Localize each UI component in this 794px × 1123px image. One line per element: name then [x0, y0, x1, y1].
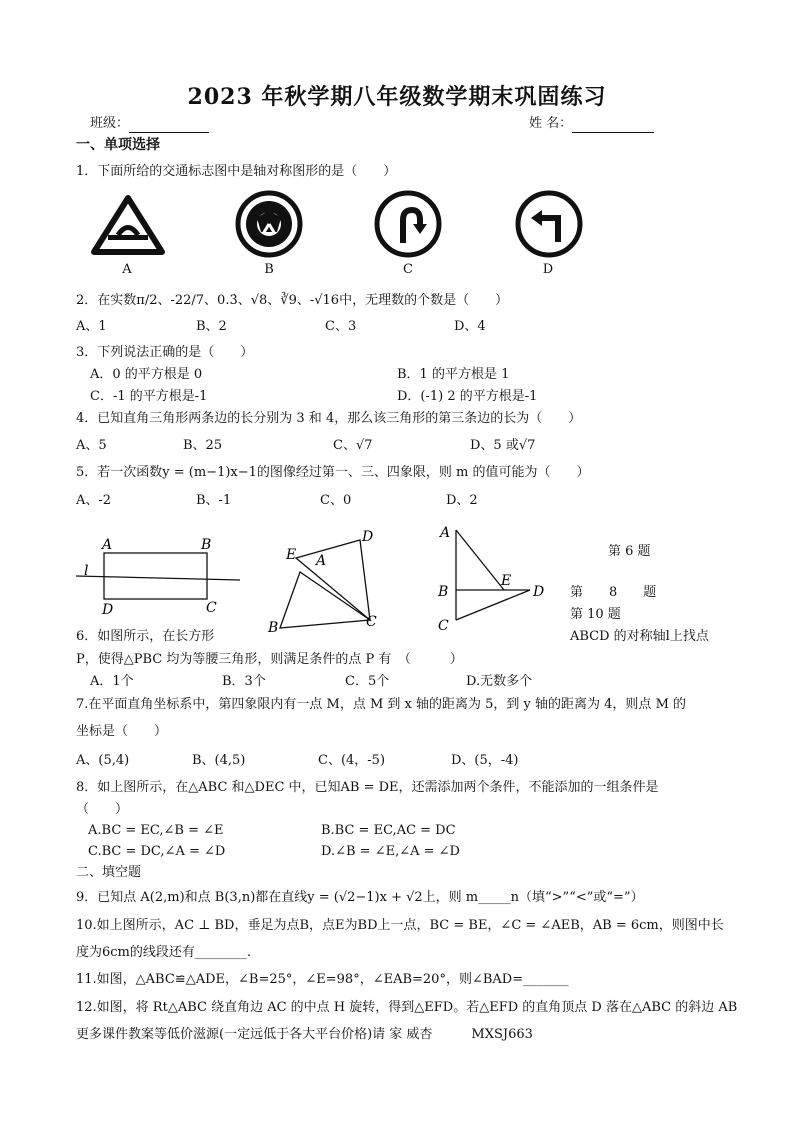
q2-lead: 2．在实数: [76, 293, 137, 308]
q2-numbers: π/2、-22/7、0.3̇、√8、∛9、-√16: [136, 293, 340, 308]
right-label-e: E: [501, 573, 512, 589]
rect-label-a: A: [102, 537, 113, 553]
q6-option-c: C．5个: [345, 674, 390, 689]
q7-line1: 7.在平面直角坐标系中，第四象限内有一点 M，点 M 到 x 轴的距离为 5，到 y 轴的距离为 4，则点 M 的: [76, 697, 687, 712]
tri-label-a: A: [316, 553, 327, 569]
q5-text: 5．若一次函数y = (m−1)x−1的图像经过第一、三、四象限，则 m 的值可能为（ ）: [76, 465, 590, 480]
symmetry-axis-l: [76, 576, 240, 580]
triangle-abc: [280, 572, 370, 628]
q8-option-b: B.BC = EC,AC = DC: [321, 823, 456, 838]
section-single-choice: 一、单项选择: [76, 137, 160, 153]
fig8-label: 第 8 题: [570, 585, 657, 600]
rectangle-abcd: [104, 553, 207, 599]
class-label: 班级：: [90, 116, 130, 131]
right-label-c: C: [438, 618, 449, 634]
sign-a-icon: [88, 190, 168, 260]
name-label: 姓 名：: [529, 116, 573, 131]
q5-option-c: C、0: [320, 493, 352, 508]
tri-label-b: B: [268, 620, 279, 636]
right-label-a: A: [440, 525, 451, 541]
sign-c-icon: [372, 188, 444, 260]
q2-tail: 中，无理数的个数是（ ）: [339, 293, 509, 308]
tri-label-c: C: [366, 614, 377, 630]
q3-option-c: C．-1 的平方根是-1: [90, 389, 208, 404]
fig6-label: 第 6 题: [608, 544, 651, 559]
sign-b-caption: B: [264, 262, 274, 277]
segment-ae: [456, 530, 504, 590]
q2-option-a: A、1: [76, 319, 107, 334]
q6-line2: P，使得△PBC 均为等腰三角形，则满足条件的点 P 有 （ ）: [76, 652, 463, 667]
q7-option-a: A、(5,4): [76, 753, 130, 768]
tri-label-d: D: [362, 529, 374, 545]
q4-option-b: B、25: [183, 438, 223, 453]
q5-option-a: A、-2: [76, 493, 112, 508]
q8-line1: 8．如上图所示，在△ABC 和△DEC 中，已知AB = DE，还需添加两个条件，不能添加的一组条件是: [76, 780, 659, 795]
rect-label-b: B: [201, 537, 212, 553]
rect-label-d: D: [102, 602, 114, 618]
q2-option-c: C、3: [325, 319, 357, 334]
q9-text: 9．已知点 A(2,m)和点 B(3,n)都在直线y = (√2−1)x + √2上，则 m_____n（填“>”“<”或“=”）: [76, 890, 644, 905]
segment-cd: [456, 590, 530, 620]
q7-line2: 坐标是（ ）: [76, 724, 168, 739]
q6-line1-start: 6．如图所示，在长方形: [76, 629, 215, 644]
sign-c-caption: C: [403, 262, 413, 277]
sign-d-icon: [513, 188, 585, 260]
q10-line1: 10.如上图所示，AC ⊥ BD，垂足为点B，点E为BD上一点，BC = BE，∠C = ∠AEB，AB = 6cm，则图中长: [76, 918, 724, 933]
tri-label-e: E: [286, 547, 297, 563]
name-field: [529, 115, 654, 133]
q10-line2: 度为6cm的线段还有________.: [76, 945, 252, 960]
class-blank: [129, 118, 209, 133]
q8-option-d: D.∠B = ∠E,∠A = ∠D: [321, 844, 460, 859]
q2-option-d: D、4: [454, 319, 486, 334]
q1-text: 1．下面所给的交通标志图中是轴对称图形的是（ ）: [76, 164, 397, 179]
q11-text: 11.如图，△ABC≌△ADE，∠B=25°，∠E=98°，∠EAB=20°，则∠BAD=_______: [76, 972, 569, 987]
q6-line1-end: ABCD 的对称轴l上找点: [570, 629, 709, 644]
fig10-label: 第 10 题: [570, 607, 621, 622]
q4-option-c: C、√7: [333, 438, 373, 453]
class-field: [90, 115, 209, 133]
q8-option-c: C.BC = DC,∠A = ∠D: [88, 844, 226, 859]
q5-option-b: B、-1: [196, 493, 232, 508]
q2-option-b: B、2: [196, 319, 227, 334]
q4-text: 4．已知直角三角形两条边的长分别为 3 和 4，那么该三角形的第三条边的长为（ ）: [76, 411, 582, 426]
q4-option-d: D、5 或√7: [470, 438, 536, 453]
q3-option-d: D．(-1) 2 的平方根是-1: [397, 389, 538, 404]
q6-option-a: A．1个: [90, 674, 134, 689]
rect-label-c: C: [206, 600, 217, 616]
q8-option-a: A.BC = EC,∠B = ∠E: [88, 823, 224, 838]
page-title: 2023 年秋学期八年级数学期末巩固练习: [187, 84, 607, 110]
q3-option-b: B．1 的平方根是 1: [397, 367, 510, 382]
figure-right-triangles: [434, 520, 560, 634]
q7-option-b: B、(4,5): [192, 753, 246, 768]
sign-a-caption: A: [122, 262, 132, 277]
name-blank: [572, 118, 654, 133]
figure-rectangle-abcd: [64, 536, 256, 622]
q3-option-a: A．0 的平方根是 0: [90, 367, 203, 382]
q12-text: 12.如图，将 Rt△ABC 绕直角边 AC 的中点 H 旋转，得到△EFD。若△EFD 的直角顶点 D 落在△ABC 的斜边 AB: [76, 1000, 738, 1015]
q8-line2: （ ）: [76, 802, 129, 817]
right-label-d: D: [533, 584, 545, 600]
q4-option-a: A、5: [76, 438, 107, 453]
sign-d-caption: D: [542, 262, 554, 277]
q7-option-d: D、(5，-4): [451, 753, 519, 768]
q6-option-d: D.无数多个: [466, 674, 533, 689]
figure-triangles-abc-dec: [266, 528, 386, 640]
q3-text: 3．下列说法正确的是（ ）: [76, 345, 254, 360]
footer-note: 更多课件教案等低价滋源(一定远低于各大平台价格)请 家 威杏 MXSJ663: [76, 1027, 533, 1042]
q6-option-b: B．3个: [222, 674, 266, 689]
q7-option-c: C、(4，-5): [318, 753, 386, 768]
rect-label-l: l: [84, 563, 89, 579]
right-label-b: B: [438, 584, 449, 600]
q2-text: [76, 292, 508, 310]
sign-b-icon: [233, 188, 305, 260]
q5-option-d: D、2: [446, 493, 478, 508]
section-fill-blank: 二、填空题: [76, 865, 142, 880]
triangle-dec: [296, 540, 370, 620]
